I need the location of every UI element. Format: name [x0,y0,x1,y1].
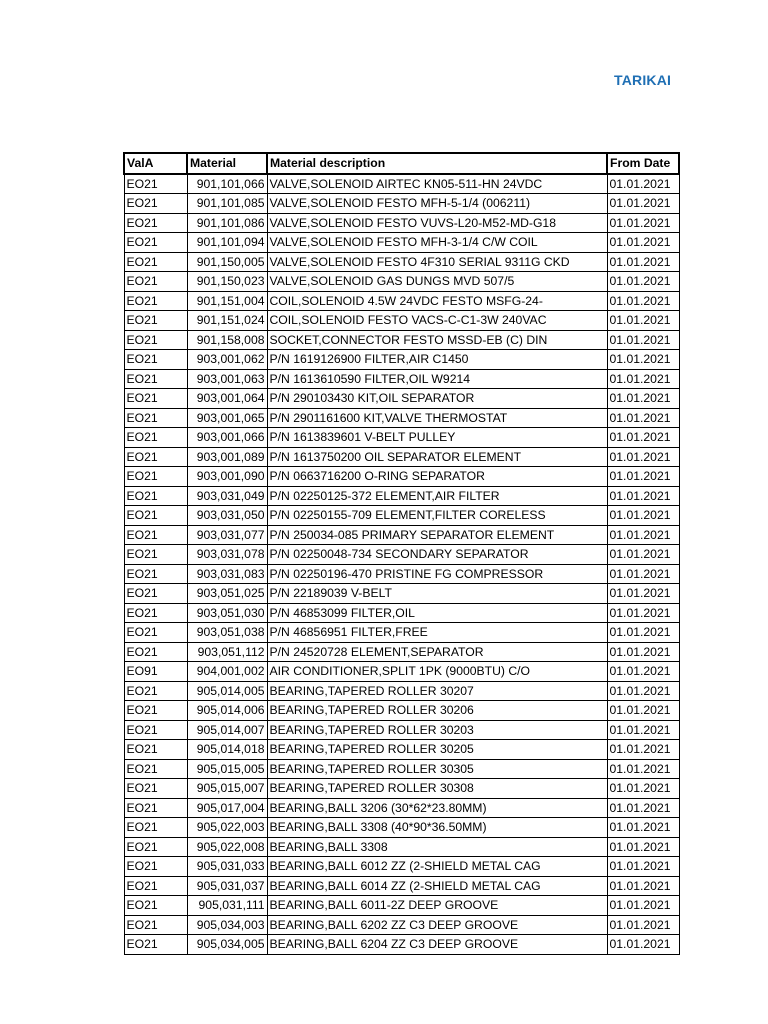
cell-vala: EO21 [124,837,187,857]
cell-from-date: 01.01.2021 [607,428,679,448]
table-row [124,779,679,799]
table-row [124,486,679,506]
cell-description: P/N 02250125-372 ELEMENT,AIR FILTER [267,486,607,506]
cell-material: 903,001,065 [187,408,267,428]
cell-material: 901,150,023 [187,272,267,292]
cell-from-date: 01.01.2021 [607,642,679,662]
table-row [124,174,679,194]
cell-material: 903,031,083 [187,564,267,584]
cell-vala: EO21 [124,467,187,487]
cell-material: 905,014,005 [187,681,267,701]
cell-from-date: 01.01.2021 [607,779,679,799]
cell-vala: EO21 [124,233,187,253]
cell-material: 903,031,077 [187,525,267,545]
cell-vala: EO21 [124,896,187,916]
cell-from-date: 01.01.2021 [607,311,679,331]
cell-from-date: 01.01.2021 [607,740,679,760]
cell-from-date: 01.01.2021 [607,486,679,506]
cell-material: 905,014,018 [187,740,267,760]
cell-material: 905,014,007 [187,720,267,740]
table-row [124,369,679,389]
table-row [124,291,679,311]
table-row [124,798,679,818]
cell-from-date: 01.01.2021 [607,896,679,916]
cell-vala: EO21 [124,584,187,604]
cell-material: 903,051,038 [187,623,267,643]
cell-from-date: 01.01.2021 [607,194,679,214]
cell-from-date: 01.01.2021 [607,935,679,955]
cell-material: 901,101,085 [187,194,267,214]
cell-from-date: 01.01.2021 [607,564,679,584]
cell-material: 901,150,005 [187,252,267,272]
table-body [124,174,679,955]
table-row [124,408,679,428]
table-row [124,252,679,272]
cell-description: BEARING,TAPERED ROLLER 30205 [267,740,607,760]
cell-material: 905,022,003 [187,818,267,838]
cell-vala: EO21 [124,194,187,214]
column-header-material: Material [187,153,267,174]
cell-vala: EO21 [124,915,187,935]
cell-vala: EO21 [124,857,187,877]
cell-from-date: 01.01.2021 [607,837,679,857]
table-row [124,428,679,448]
cell-from-date: 01.01.2021 [607,545,679,565]
cell-vala: EO21 [124,701,187,721]
table-row [124,623,679,643]
cell-vala: EO21 [124,818,187,838]
cell-vala: EO21 [124,311,187,331]
cell-from-date: 01.01.2021 [607,272,679,292]
cell-vala: EO21 [124,779,187,799]
table-row [124,564,679,584]
cell-description: COIL,SOLENOID FESTO VACS-C-C1-3W 240VAC [267,311,607,331]
cell-description: VALVE,SOLENOID FESTO VUVS-L20-M52-MD-G18 [267,213,607,233]
materials-table [123,152,680,955]
cell-description: P/N 02250048-734 SECONDARY SEPARATOR [267,545,607,565]
cell-material: 905,017,004 [187,798,267,818]
cell-vala: EO21 [124,506,187,526]
table-row [124,720,679,740]
table-row [124,194,679,214]
cell-description: P/N 22189039 V-BELT [267,584,607,604]
cell-vala: EO21 [124,642,187,662]
cell-from-date: 01.01.2021 [607,213,679,233]
cell-from-date: 01.01.2021 [607,759,679,779]
cell-material: 903,031,049 [187,486,267,506]
cell-from-date: 01.01.2021 [607,233,679,253]
column-header-description: Material description [267,153,607,174]
cell-material: 905,015,007 [187,779,267,799]
cell-vala: EO21 [124,486,187,506]
table-row [124,837,679,857]
cell-vala: EO21 [124,720,187,740]
table-row [124,506,679,526]
cell-material: 903,001,063 [187,369,267,389]
cell-material: 903,031,078 [187,545,267,565]
cell-from-date: 01.01.2021 [607,467,679,487]
cell-vala: EO21 [124,798,187,818]
cell-material: 901,158,008 [187,330,267,350]
cell-material: 903,031,050 [187,506,267,526]
cell-vala: EO21 [124,291,187,311]
table-row [124,896,679,916]
cell-from-date: 01.01.2021 [607,408,679,428]
cell-from-date: 01.01.2021 [607,525,679,545]
column-header-vala: ValA [124,153,187,174]
table-row [124,213,679,233]
cell-from-date: 01.01.2021 [607,857,679,877]
table-row [124,233,679,253]
cell-description: P/N 46853099 FILTER,OIL [267,603,607,623]
cell-description: BEARING,BALL 3308 [267,837,607,857]
table-row [124,545,679,565]
table-row [124,525,679,545]
cell-description: P/N 1613610590 FILTER,OIL W9214 [267,369,607,389]
cell-material: 901,151,004 [187,291,267,311]
cell-from-date: 01.01.2021 [607,252,679,272]
cell-from-date: 01.01.2021 [607,330,679,350]
cell-material: 901,151,024 [187,311,267,331]
cell-material: 905,014,006 [187,701,267,721]
table-row [124,818,679,838]
table-row [124,759,679,779]
cell-vala: EO21 [124,389,187,409]
cell-description: BEARING,TAPERED ROLLER 30203 [267,720,607,740]
cell-material: 901,101,094 [187,233,267,253]
cell-vala: EO21 [124,623,187,643]
cell-vala: EO91 [124,662,187,682]
cell-from-date: 01.01.2021 [607,174,679,194]
cell-from-date: 01.01.2021 [607,369,679,389]
cell-description: BEARING,BALL 6204 ZZ C3 DEEP GROOVE [267,935,607,955]
cell-description: BEARING,BALL 6014 ZZ (2-SHIELD METAL CAG [267,876,607,896]
table-row [124,681,679,701]
table-row [124,272,679,292]
cell-vala: EO21 [124,428,187,448]
cell-description: COIL,SOLENOID 4.5W 24VDC FESTO MSFG-24- [267,291,607,311]
cell-description: P/N 02250155-709 ELEMENT,FILTER CORELESS [267,506,607,526]
cell-from-date: 01.01.2021 [607,447,679,467]
cell-vala: EO21 [124,272,187,292]
table-row [124,740,679,760]
cell-material: 903,001,090 [187,467,267,487]
cell-from-date: 01.01.2021 [607,584,679,604]
table-row [124,350,679,370]
cell-vala: EO21 [124,564,187,584]
cell-vala: EO21 [124,447,187,467]
table-row [124,876,679,896]
cell-description: P/N 1613839601 V-BELT PULLEY [267,428,607,448]
cell-from-date: 01.01.2021 [607,662,679,682]
cell-description: BEARING,TAPERED ROLLER 30308 [267,779,607,799]
cell-from-date: 01.01.2021 [607,623,679,643]
cell-description: P/N 46856951 FILTER,FREE [267,623,607,643]
table-row [124,915,679,935]
cell-material: 901,101,086 [187,213,267,233]
cell-description: VALVE,SOLENOID FESTO MFH-5-1/4 (006211) [267,194,607,214]
cell-description: BEARING,BALL 3206 (30*62*23.80MM) [267,798,607,818]
cell-description: BEARING,BALL 6012 ZZ (2-SHIELD METAL CAG [267,857,607,877]
table-row [124,857,679,877]
cell-vala: EO21 [124,759,187,779]
cell-from-date: 01.01.2021 [607,291,679,311]
cell-description: P/N 24520728 ELEMENT,SEPARATOR [267,642,607,662]
table-row [124,603,679,623]
cell-material: 903,001,089 [187,447,267,467]
brand-title: TARIKAI [614,72,672,88]
cell-vala: EO21 [124,350,187,370]
table-row [124,311,679,331]
cell-vala: EO21 [124,935,187,955]
table-row [124,642,679,662]
cell-vala: EO21 [124,408,187,428]
cell-description: P/N 1619126900 FILTER,AIR C1450 [267,350,607,370]
cell-material: 905,031,033 [187,857,267,877]
cell-material: 903,051,025 [187,584,267,604]
cell-from-date: 01.01.2021 [607,350,679,370]
cell-description: VALVE,SOLENOID FESTO MFH-3-1/4 C/W COIL [267,233,607,253]
cell-vala: EO21 [124,740,187,760]
cell-material: 903,051,112 [187,642,267,662]
cell-vala: EO21 [124,252,187,272]
cell-material: 905,031,037 [187,876,267,896]
cell-vala: EO21 [124,603,187,623]
table-row [124,330,679,350]
cell-from-date: 01.01.2021 [607,876,679,896]
cell-material: 905,031,111 [187,896,267,916]
cell-material: 901,101,066 [187,174,267,194]
table-row [124,447,679,467]
cell-description: VALVE,SOLENOID FESTO 4F310 SERIAL 9311G CKD [267,252,607,272]
cell-vala: EO21 [124,369,187,389]
cell-description: BEARING,BALL 6011-2Z DEEP GROOVE [267,896,607,916]
cell-material: 905,034,003 [187,915,267,935]
table-row [124,662,679,682]
cell-description: BEARING,BALL 3308 (40*90*36.50MM) [267,818,607,838]
cell-material: 905,034,005 [187,935,267,955]
table-header-row [124,153,679,174]
cell-description: P/N 0663716200 O-RING SEPARATOR [267,467,607,487]
cell-description: VALVE,SOLENOID GAS DUNGS MVD 507/5 [267,272,607,292]
cell-description: SOCKET,CONNECTOR FESTO MSSD-EB (C) DIN [267,330,607,350]
cell-description: P/N 250034-085 PRIMARY SEPARATOR ELEMENT [267,525,607,545]
cell-description: BEARING,TAPERED ROLLER 30207 [267,681,607,701]
cell-from-date: 01.01.2021 [607,701,679,721]
cell-material: 903,001,066 [187,428,267,448]
cell-material: 903,051,030 [187,603,267,623]
cell-from-date: 01.01.2021 [607,915,679,935]
table-row [124,701,679,721]
cell-description: P/N 1613750200 OIL SEPARATOR ELEMENT [267,447,607,467]
cell-material: 903,001,064 [187,389,267,409]
cell-vala: EO21 [124,213,187,233]
cell-from-date: 01.01.2021 [607,798,679,818]
cell-material: 903,001,062 [187,350,267,370]
cell-description: P/N 2901161600 KIT,VALVE THERMOSTAT [267,408,607,428]
cell-material: 905,022,008 [187,837,267,857]
cell-from-date: 01.01.2021 [607,681,679,701]
cell-from-date: 01.01.2021 [607,720,679,740]
cell-from-date: 01.01.2021 [607,506,679,526]
table-row [124,467,679,487]
table-row [124,584,679,604]
table-row [124,935,679,955]
cell-vala: EO21 [124,174,187,194]
column-header-from-date: From Date [607,153,679,174]
cell-vala: EO21 [124,876,187,896]
cell-description: AIR CONDITIONER,SPLIT 1PK (9000BTU) C/O [267,662,607,682]
cell-description: P/N 02250196-470 PRISTINE FG COMPRESSOR [267,564,607,584]
cell-description: BEARING,TAPERED ROLLER 30305 [267,759,607,779]
cell-vala: EO21 [124,545,187,565]
cell-description: VALVE,SOLENOID AIRTEC KN05-511-HN 24VDC [267,174,607,194]
cell-description: P/N 290103430 KIT,OIL SEPARATOR [267,389,607,409]
cell-vala: EO21 [124,681,187,701]
cell-vala: EO21 [124,525,187,545]
cell-from-date: 01.01.2021 [607,389,679,409]
cell-from-date: 01.01.2021 [607,818,679,838]
cell-material: 905,015,005 [187,759,267,779]
cell-description: BEARING,BALL 6202 ZZ C3 DEEP GROOVE [267,915,607,935]
cell-material: 904,001,002 [187,662,267,682]
cell-vala: EO21 [124,330,187,350]
cell-description: BEARING,TAPERED ROLLER 30206 [267,701,607,721]
cell-from-date: 01.01.2021 [607,603,679,623]
table-row [124,389,679,409]
